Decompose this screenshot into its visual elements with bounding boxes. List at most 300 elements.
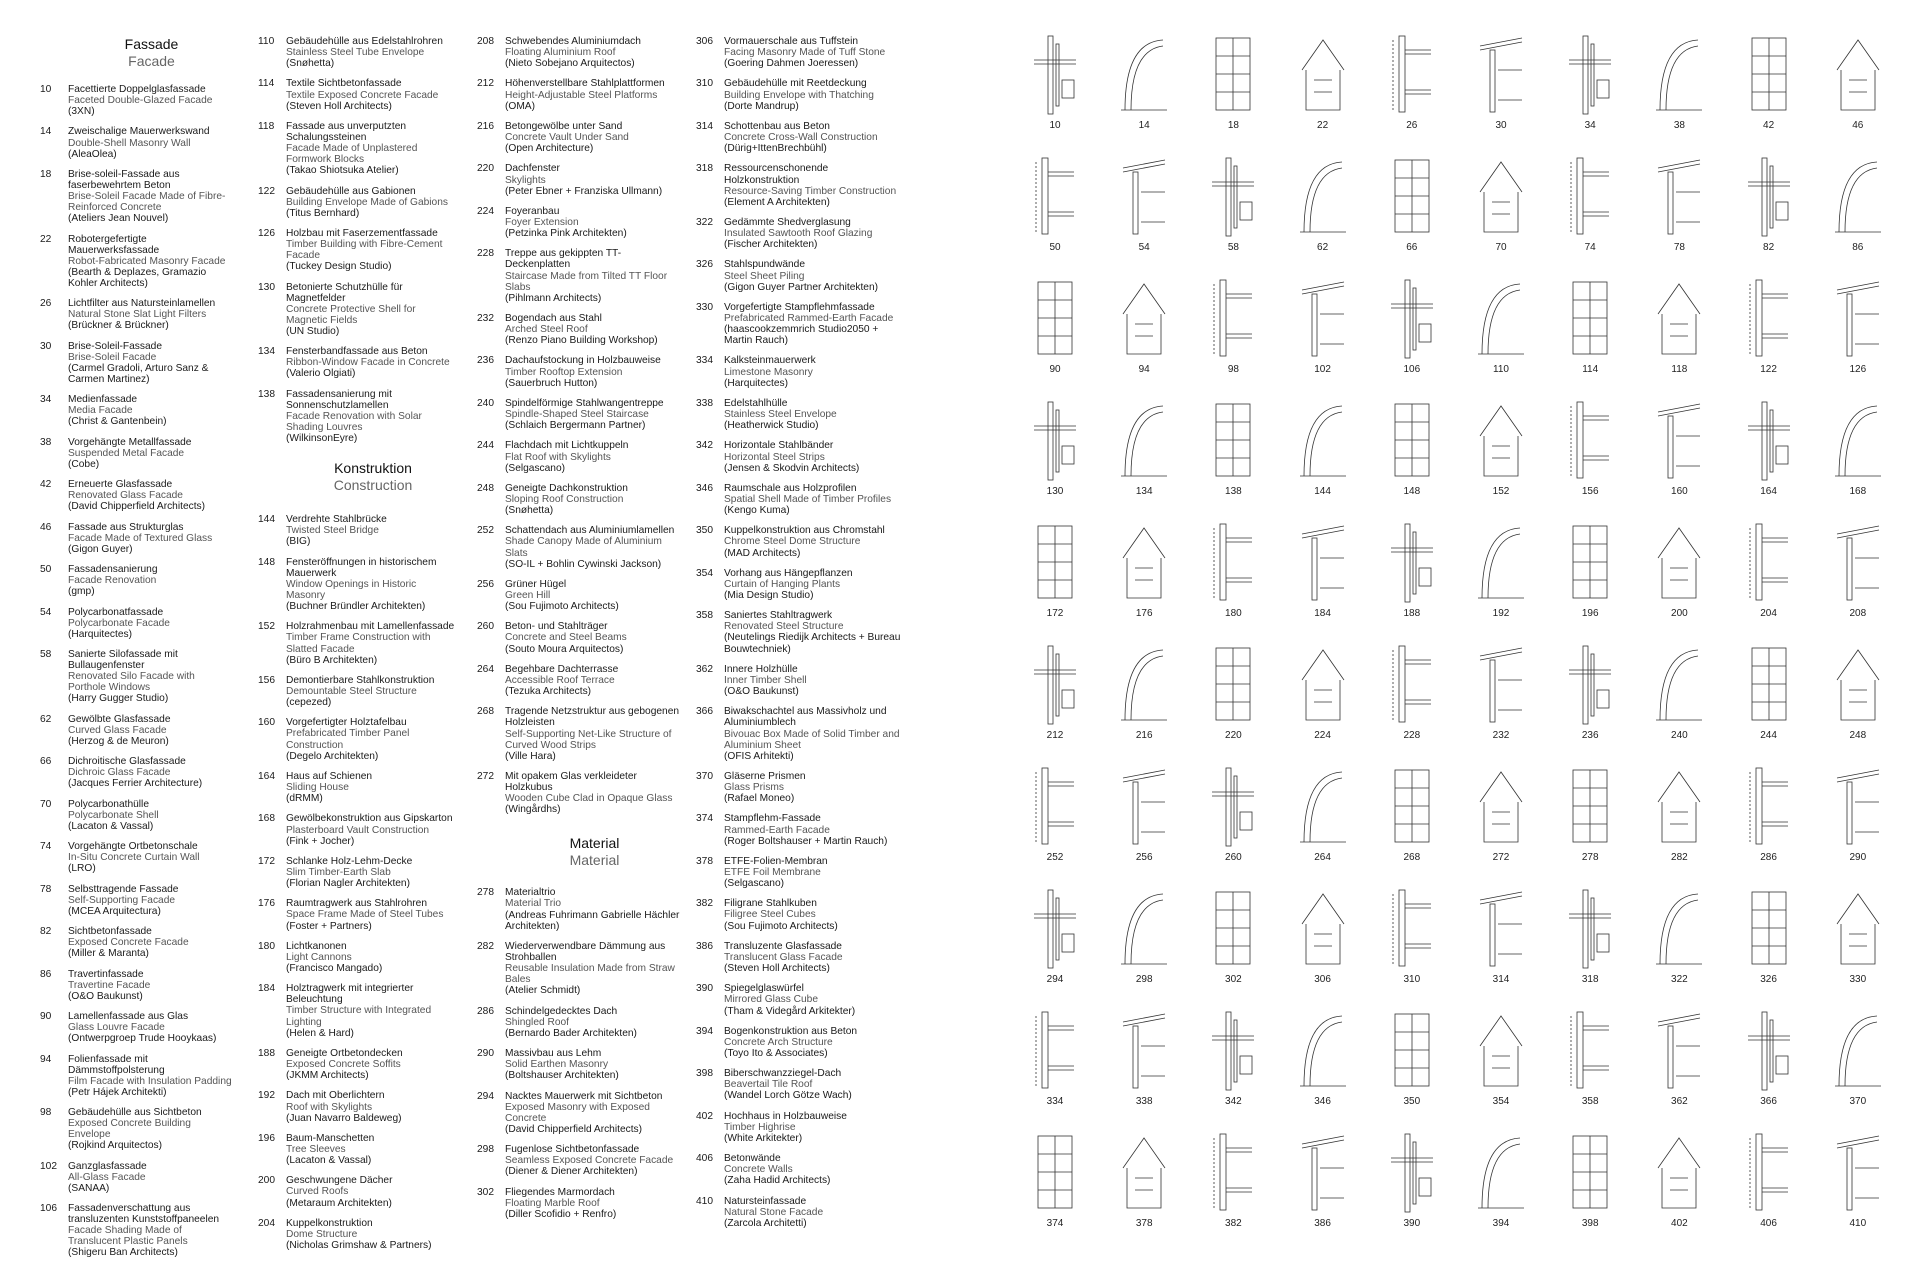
- section-drawing: [1474, 762, 1528, 850]
- entry-page-number: 390: [696, 983, 713, 995]
- detail-drawing-thumbnail[interactable]: [1020, 1006, 1090, 1126]
- entry-architect: (Kengo Kuma): [724, 505, 790, 517]
- index-entry: [258, 389, 458, 444]
- entry-title-en: Facade Renovation with Solar Shading Louvres: [286, 410, 422, 434]
- entry-title-en: Curtain of Hanging Plants: [724, 578, 841, 590]
- entry-page-number: 184: [258, 983, 275, 995]
- index-entry: [696, 610, 906, 654]
- detail-drawing-thumbnail[interactable]: [1734, 884, 1804, 1004]
- entry-architect: (Renzo Piano Building Workshop): [505, 335, 658, 347]
- entry-title-en: Translucent Glass Facade: [724, 951, 843, 963]
- entry-page-number: 26: [40, 298, 52, 310]
- detail-drawing-thumbnail[interactable]: [1734, 762, 1804, 882]
- entry-architect: (Roger Boltshauser + Martin Rauch): [724, 835, 888, 847]
- drawing-page-number: 200: [1671, 608, 1688, 619]
- detail-drawing-thumbnail[interactable]: [1734, 152, 1804, 272]
- entry-page-number: 386: [696, 940, 713, 952]
- drawing-page-number: 278: [1581, 852, 1599, 863]
- drawing-page-number: 74: [1584, 242, 1596, 253]
- entry-title-en: Roof with Skylights: [286, 1101, 373, 1113]
- index-entry: [258, 1133, 458, 1166]
- detail-drawing-thumbnail[interactable]: [1198, 274, 1268, 394]
- detail-drawing-thumbnail[interactable]: [1288, 396, 1358, 516]
- detail-drawing-thumbnail[interactable]: [1288, 762, 1358, 882]
- entry-title-en: Facade Shading Made of Translucent Plastic Panels: [68, 1225, 188, 1248]
- detail-drawing-thumbnail[interactable]: [1377, 1128, 1447, 1248]
- drawing-page-number: 14: [1138, 120, 1150, 131]
- entry-title-de: Polycarbonatfassade: [68, 606, 164, 618]
- drawing-page-number: 70: [1495, 242, 1507, 253]
- index-entry: [696, 983, 906, 1016]
- entry-page-number: 282: [477, 940, 494, 952]
- detail-drawing-thumbnail[interactable]: [1020, 762, 1090, 882]
- entry-page-number: 200: [258, 1175, 275, 1187]
- entry-title-de: Materialtrio: [505, 887, 556, 899]
- detail-drawing-thumbnail[interactable]: [1644, 518, 1714, 638]
- detail-drawing-thumbnail[interactable]: [1377, 152, 1447, 272]
- detail-drawing-thumbnail[interactable]: [1020, 884, 1090, 1004]
- entry-title-de: Filigrane Stahlkuben: [724, 898, 817, 910]
- index-entry: [477, 355, 682, 388]
- entry-architect: (David Chipperfield Architects): [505, 1123, 643, 1135]
- detail-drawing-thumbnail[interactable]: [1734, 274, 1804, 394]
- entry-page-number: 192: [258, 1090, 275, 1102]
- entry-page-number: 264: [477, 663, 494, 675]
- section-drawing: [1474, 30, 1528, 118]
- entry-architect: (JKMM Architects): [286, 1070, 369, 1082]
- entry-title-de: Kuppelkonstruktion aus Chromstahl: [724, 525, 885, 537]
- entry-title-de: Raumschale aus Holzprofilen: [724, 482, 857, 494]
- entry-title-en: Prefabricated Rammed-Earth Facade: [724, 313, 894, 324]
- entry-title-en: Concrete Walls: [724, 1164, 793, 1176]
- entry-page-number: 180: [258, 940, 275, 952]
- entry-page-number: 406: [696, 1153, 713, 1165]
- section-drawing: [1742, 640, 1796, 728]
- detail-drawing-thumbnail[interactable]: [1020, 640, 1090, 760]
- drawing-page-number: 338: [1135, 1096, 1153, 1107]
- drawing-page-number: 90: [1049, 364, 1061, 375]
- detail-drawing-thumbnail[interactable]: [1823, 1006, 1893, 1126]
- index-entry: [40, 479, 235, 512]
- detail-drawing-thumbnail[interactable]: [1198, 152, 1268, 272]
- section-drawing: [1028, 884, 1082, 972]
- index-entry: [40, 714, 235, 747]
- entry-title-de: Vorhang aus Hängepflanzen: [724, 567, 853, 579]
- entry-title-de: Betonwände: [724, 1153, 781, 1165]
- section-drawing: [1652, 30, 1706, 118]
- drawing-page-number: 264: [1314, 852, 1331, 863]
- detail-drawing-thumbnail[interactable]: [1823, 1128, 1893, 1248]
- section-drawing: [1206, 274, 1260, 362]
- entry-architect: (Tezuka Architects): [505, 686, 592, 698]
- drawing-page-number: 114: [1582, 364, 1599, 375]
- index-entry: [696, 483, 906, 516]
- detail-drawing-thumbnail[interactable]: [1198, 640, 1268, 760]
- detail-drawing-thumbnail[interactable]: [1823, 518, 1893, 638]
- detail-drawing-thumbnail[interactable]: [1555, 640, 1625, 760]
- entry-title-en: Textile Exposed Concrete Facade: [286, 89, 439, 101]
- entry-title-de: Stahlspundwände: [724, 259, 805, 271]
- entry-title-en: Solid Earthen Masonry: [505, 1059, 609, 1071]
- entry-architect: (Element A Architekten): [724, 196, 830, 208]
- entry-architect: (Sou Fujimoto Architects): [724, 920, 838, 932]
- detail-drawing-thumbnail[interactable]: [1644, 274, 1714, 394]
- drawing-page-number: 110: [1493, 364, 1509, 375]
- drawing-page-number: 406: [1760, 1218, 1777, 1229]
- entry-page-number: 358: [696, 610, 713, 622]
- section-drawing: [1563, 762, 1617, 850]
- entry-page-number: 362: [696, 663, 713, 675]
- detail-drawing-thumbnail[interactable]: [1377, 884, 1447, 1004]
- detail-drawing-thumbnail[interactable]: [1020, 396, 1090, 516]
- entry-title-de: Biberschwanzziegel-Dach: [724, 1068, 842, 1080]
- section-drawing: [1028, 518, 1082, 606]
- detail-drawing-thumbnail[interactable]: [1109, 518, 1179, 638]
- detail-drawing-thumbnail[interactable]: [1377, 1006, 1447, 1126]
- drawing-page-number: 286: [1760, 852, 1777, 863]
- detail-drawing-thumbnail[interactable]: [1555, 1128, 1625, 1248]
- detail-drawing-thumbnail[interactable]: [1466, 762, 1536, 882]
- entry-architect: (Francisco Mangado): [286, 963, 383, 974]
- detail-drawing-thumbnail[interactable]: [1823, 396, 1893, 516]
- entry-title-de: Gebäudehülle aus Edelstahlrohren: [286, 36, 443, 47]
- entry-architect: (Petzinka Pink Architekten): [505, 228, 627, 240]
- detail-drawing-thumbnail[interactable]: [1823, 30, 1893, 150]
- entry-title-de: Biwakschachtel aus Massivholz und Aluminiumblech: [724, 706, 887, 729]
- entry-page-number: 228: [477, 248, 494, 260]
- index-entry: [258, 121, 458, 176]
- entry-title-de: Baum-Manschetten: [286, 1132, 375, 1144]
- index-entry: [258, 717, 458, 761]
- detail-drawing-thumbnail[interactable]: [1555, 396, 1625, 516]
- drawing-page-number: 38: [1673, 120, 1685, 131]
- entry-title-en: Polycarbonate Shell: [68, 809, 159, 821]
- detail-drawing-thumbnail[interactable]: [1288, 1006, 1358, 1126]
- index-entry: [696, 568, 906, 601]
- detail-drawing-thumbnail[interactable]: [1109, 152, 1179, 272]
- detail-drawing-thumbnail[interactable]: [1198, 1128, 1268, 1248]
- detail-drawing-thumbnail[interactable]: [1466, 640, 1536, 760]
- section-drawing: [1742, 1006, 1796, 1094]
- entry-architect: (MAD Architects): [724, 547, 801, 559]
- section-drawing: [1385, 152, 1439, 240]
- section-title-de: Fassade: [124, 36, 179, 52]
- entry-title-de: Fugenlose Sichtbetonfassade: [505, 1144, 640, 1156]
- detail-drawing-thumbnail[interactable]: [1198, 884, 1268, 1004]
- entry-page-number: 366: [696, 706, 713, 718]
- index-entry: [477, 440, 682, 473]
- detail-drawing-thumbnail[interactable]: [1555, 152, 1625, 272]
- detail-drawing-thumbnail[interactable]: [1823, 152, 1893, 272]
- detail-drawing-thumbnail[interactable]: [1288, 274, 1358, 394]
- detail-drawing-thumbnail[interactable]: [1377, 30, 1447, 150]
- entry-architect: (LRO): [68, 863, 96, 875]
- index-entry: [258, 856, 458, 889]
- entry-title-en: Floating Aluminium Roof: [505, 47, 616, 59]
- index-entry: [258, 557, 458, 612]
- detail-drawing-thumbnail[interactable]: [1734, 1006, 1804, 1126]
- entry-architect: (OMA): [505, 100, 535, 112]
- entry-page-number: 118: [258, 120, 275, 132]
- detail-drawing-thumbnail[interactable]: [1109, 30, 1179, 150]
- detail-drawing-thumbnail[interactable]: [1734, 30, 1804, 150]
- section-drawing: [1563, 396, 1617, 484]
- entry-title-de: Vorgefertigte Stampflehmfassade: [724, 301, 875, 313]
- detail-drawing-thumbnail[interactable]: [1109, 396, 1179, 516]
- detail-drawing-thumbnail[interactable]: [1198, 396, 1268, 516]
- entry-page-number: 106: [40, 1203, 57, 1215]
- index-list: [477, 36, 682, 815]
- entry-page-number: 394: [696, 1025, 713, 1037]
- drawing-page-number: 326: [1760, 974, 1777, 985]
- index-entry: [696, 1196, 906, 1229]
- entry-architect: (Helen & Hard): [286, 1027, 354, 1039]
- entry-page-number: 62: [40, 713, 52, 725]
- entry-architect: (Lacaton & Vassal): [68, 820, 154, 832]
- index-entry: [477, 1144, 682, 1177]
- section-drawing: [1831, 762, 1885, 850]
- detail-drawing-thumbnail[interactable]: [1109, 762, 1179, 882]
- entry-architect: (Schlaich Bergermann Partner): [505, 420, 646, 432]
- drawing-page-number: 78: [1673, 242, 1685, 253]
- detail-drawing-thumbnail[interactable]: [1288, 640, 1358, 760]
- entry-page-number: 18: [40, 168, 52, 180]
- section-drawing: [1831, 152, 1885, 240]
- detail-drawing-thumbnail[interactable]: [1555, 274, 1625, 394]
- entry-page-number: 94: [40, 1053, 52, 1065]
- detail-drawing-thumbnail[interactable]: [1555, 30, 1625, 150]
- detail-drawing-thumbnail[interactable]: [1020, 1128, 1090, 1248]
- detail-drawing-thumbnail[interactable]: [1555, 518, 1625, 638]
- detail-drawing-thumbnail[interactable]: [1466, 1128, 1536, 1248]
- section-drawing: [1206, 518, 1260, 606]
- detail-drawing-thumbnail[interactable]: [1288, 1128, 1358, 1248]
- entry-title-en: Concrete Protective Shell for Magnetic Fields: [286, 303, 416, 326]
- index-entry: [258, 1090, 458, 1123]
- drawing-page-number: 394: [1492, 1218, 1510, 1229]
- entry-title-de: Fassade aus Strukturglas: [68, 521, 184, 533]
- detail-drawing-thumbnail[interactable]: [1644, 640, 1714, 760]
- entry-title-en: Resource-Saving Timber Construction: [724, 185, 897, 197]
- detail-drawing-thumbnail[interactable]: [1198, 30, 1268, 150]
- index-entry: [40, 884, 235, 917]
- entry-page-number: 330: [696, 301, 713, 313]
- detail-drawing-thumbnail[interactable]: [1734, 1128, 1804, 1248]
- drawing-page-number: 322: [1671, 974, 1688, 985]
- section-drawing: [1296, 152, 1350, 240]
- entry-title-de: Tragende Netzstruktur aus gebogenen Holzleisten: [505, 706, 680, 729]
- detail-drawing-thumbnail[interactable]: [1377, 274, 1447, 394]
- detail-drawing-thumbnail[interactable]: [1823, 274, 1893, 394]
- entry-title-de: Holzbau mit Faserzementfassade: [286, 228, 438, 240]
- entry-title-en: Green Hill: [505, 590, 551, 601]
- drawing-page-number: 256: [1135, 852, 1153, 863]
- entry-title-de: Facettierte Doppelglasfassade: [68, 84, 206, 95]
- detail-drawing-thumbnail[interactable]: [1288, 152, 1358, 272]
- detail-drawing-thumbnail[interactable]: [1020, 274, 1090, 394]
- detail-drawing-thumbnail[interactable]: [1377, 518, 1447, 638]
- entry-architect: (Snøhetta): [286, 58, 335, 70]
- detail-drawing-thumbnail[interactable]: [1109, 1006, 1179, 1126]
- detail-drawing-thumbnail[interactable]: [1823, 762, 1893, 882]
- detail-drawing-thumbnail[interactable]: [1823, 884, 1893, 1004]
- section-drawing: [1563, 1128, 1617, 1216]
- entry-page-number: 290: [477, 1048, 494, 1060]
- detail-drawing-thumbnail[interactable]: [1555, 762, 1625, 882]
- index-entry: [477, 706, 682, 761]
- detail-drawing-thumbnail[interactable]: [1644, 762, 1714, 882]
- entry-title-de: Dachfenster: [505, 163, 560, 175]
- index-entry: [696, 1068, 906, 1101]
- detail-drawing-thumbnail[interactable]: [1020, 152, 1090, 272]
- detail-drawing-thumbnail[interactable]: [1109, 274, 1179, 394]
- index-entry: [40, 298, 235, 331]
- entry-title-en: Seamless Exposed Concrete Facade: [505, 1155, 674, 1167]
- index-entry: [40, 394, 235, 427]
- detail-drawing-thumbnail[interactable]: [1288, 884, 1358, 1004]
- drawing-page-number: 196: [1581, 608, 1599, 619]
- section-drawing: [1742, 152, 1796, 240]
- entry-architect: (haascookzemmrich Studio2050 + Martin Rauch): [724, 324, 879, 347]
- detail-drawing-thumbnail[interactable]: [1198, 518, 1268, 638]
- entry-architect: (Buchner Bründler Architekten): [286, 601, 426, 613]
- section-drawing: [1028, 640, 1082, 728]
- detail-drawing-thumbnail[interactable]: [1644, 152, 1714, 272]
- detail-drawing-thumbnail[interactable]: [1466, 884, 1536, 1004]
- section-drawing: [1831, 640, 1885, 728]
- entry-title-de: ETFE-Folien-Membran: [724, 855, 828, 867]
- detail-drawing-thumbnail[interactable]: [1466, 274, 1536, 394]
- detail-drawing-thumbnail[interactable]: [1466, 518, 1536, 638]
- entry-title-de: Dichroitische Glasfassade: [68, 756, 186, 768]
- entry-architect: (gmp): [68, 586, 95, 598]
- index-entry: [40, 799, 235, 832]
- entry-title-en: Faceted Double-Glazed Facade: [68, 95, 213, 107]
- entry-page-number: 398: [696, 1068, 713, 1080]
- entry-title-de: Zweischalige Mauerwerkswand: [68, 126, 210, 138]
- detail-drawing-thumbnail[interactable]: [1466, 152, 1536, 272]
- index-entry: [258, 514, 458, 547]
- detail-drawing-thumbnail[interactable]: [1734, 518, 1804, 638]
- entry-page-number: 14: [40, 126, 52, 138]
- detail-drawing-thumbnail[interactable]: [1644, 1128, 1714, 1248]
- index-entry: [258, 983, 458, 1038]
- entry-title-en: Exposed Concrete Facade: [68, 937, 189, 949]
- entry-title-en: Concrete Arch Structure: [724, 1036, 833, 1048]
- entry-architect: (O&O Baukunst): [724, 686, 799, 698]
- drawing-page-number: 30: [1495, 120, 1507, 131]
- entry-architect: (Jacques Ferrier Architecture): [68, 778, 203, 790]
- entry-title-en: Flat Roof with Skylights: [505, 451, 611, 463]
- detail-drawing-thumbnail[interactable]: [1555, 1006, 1625, 1126]
- detail-drawing-thumbnail[interactable]: [1466, 30, 1536, 150]
- detail-drawing-thumbnail[interactable]: [1644, 30, 1714, 150]
- detail-drawing-thumbnail[interactable]: [1466, 1006, 1536, 1126]
- index-entry: [258, 78, 458, 111]
- index-entry: [40, 1161, 235, 1194]
- detail-drawing-thumbnail[interactable]: [1377, 396, 1447, 516]
- index-entry: [258, 228, 458, 272]
- detail-drawing-thumbnail[interactable]: [1644, 1006, 1714, 1126]
- entry-title-en: Stainless Steel Tube Envelope: [286, 47, 425, 59]
- drawing-page-number: 310: [1403, 974, 1421, 985]
- section-drawing: [1028, 274, 1082, 362]
- entry-architect: (Lacaton & Vassal): [286, 1155, 372, 1167]
- detail-drawing-thumbnail[interactable]: [1644, 396, 1714, 516]
- drawing-page-number: 10: [1049, 120, 1061, 131]
- detail-drawing-thumbnail[interactable]: [1734, 640, 1804, 760]
- detail-drawing-thumbnail[interactable]: [1020, 30, 1090, 150]
- entry-title-en: Material Trio: [505, 898, 562, 910]
- section-drawing: [1652, 762, 1706, 850]
- entry-page-number: 110: [258, 36, 275, 47]
- detail-drawing-thumbnail[interactable]: [1109, 640, 1179, 760]
- detail-drawing-thumbnail[interactable]: [1288, 518, 1358, 638]
- entry-title-en: Timber Highrise: [724, 1121, 796, 1133]
- drawing-page-number: 152: [1492, 486, 1510, 497]
- section-drawing: [1831, 884, 1885, 972]
- entry-architect: (Takao Shiotsuka Atelier): [286, 165, 399, 177]
- entry-title-en: Wooden Cube Clad in Opaque Glass: [505, 793, 673, 805]
- detail-drawing-thumbnail[interactable]: [1555, 884, 1625, 1004]
- drawing-page-number: 290: [1849, 852, 1867, 863]
- section-drawing: [1652, 1128, 1706, 1216]
- entry-page-number: 102: [40, 1160, 57, 1172]
- index-entry: [477, 313, 682, 346]
- entry-title-en: Glass Prisms: [724, 782, 784, 794]
- detail-drawing-thumbnail[interactable]: [1823, 640, 1893, 760]
- entry-title-en: Concrete and Steel Beams: [505, 632, 627, 644]
- entry-title-en: Staircase Made from Tilted TT Floor Slabs: [505, 270, 668, 293]
- drawing-page-number: 98: [1227, 364, 1239, 375]
- entry-architect: (dRMM): [286, 793, 323, 805]
- entry-architect: (OFIS Arhitekti): [724, 750, 794, 762]
- detail-drawing-thumbnail[interactable]: [1644, 884, 1714, 1004]
- detail-drawing-thumbnail[interactable]: [1377, 640, 1447, 760]
- section-drawing: [1117, 884, 1171, 972]
- detail-drawing-thumbnail[interactable]: [1198, 762, 1268, 882]
- drawing-page-number: 314: [1492, 974, 1510, 985]
- detail-drawing-thumbnail[interactable]: [1198, 1006, 1268, 1126]
- entry-architect: (Dürig+IttenBrechbühl): [724, 143, 827, 155]
- index-entry: [696, 398, 906, 431]
- drawing-page-number: 398: [1581, 1218, 1599, 1229]
- index-entry: [477, 525, 682, 569]
- entry-title-en: Window Openings in Historic Masonry: [286, 578, 417, 601]
- detail-drawing-thumbnail[interactable]: [1109, 1128, 1179, 1248]
- detail-drawing-thumbnail[interactable]: [1288, 30, 1358, 150]
- section-drawing: [1028, 1128, 1082, 1216]
- detail-drawing-thumbnail[interactable]: [1020, 518, 1090, 638]
- entry-page-number: 134: [258, 346, 275, 358]
- detail-drawing-thumbnail[interactable]: [1734, 396, 1804, 516]
- entry-title-en: Facade Made of Textured Glass: [68, 532, 213, 544]
- entry-title-de: Vorgehängte Metallfassade: [68, 436, 192, 448]
- index-column-2: [258, 36, 458, 1260]
- section-drawing: [1385, 762, 1439, 850]
- section-drawing: [1385, 1128, 1439, 1216]
- index-entry: [40, 1107, 235, 1151]
- detail-drawing-thumbnail[interactable]: [1466, 396, 1536, 516]
- entry-architect: (Diller Scofidio + Renfro): [505, 1208, 617, 1220]
- entry-page-number: 310: [696, 78, 713, 90]
- index-entry: [696, 706, 906, 761]
- entry-page-number: 256: [477, 578, 494, 590]
- detail-drawing-thumbnail[interactable]: [1109, 884, 1179, 1004]
- section-drawing: [1296, 1006, 1350, 1094]
- entry-page-number: 374: [696, 813, 713, 825]
- detail-drawing-thumbnail[interactable]: [1377, 762, 1447, 882]
